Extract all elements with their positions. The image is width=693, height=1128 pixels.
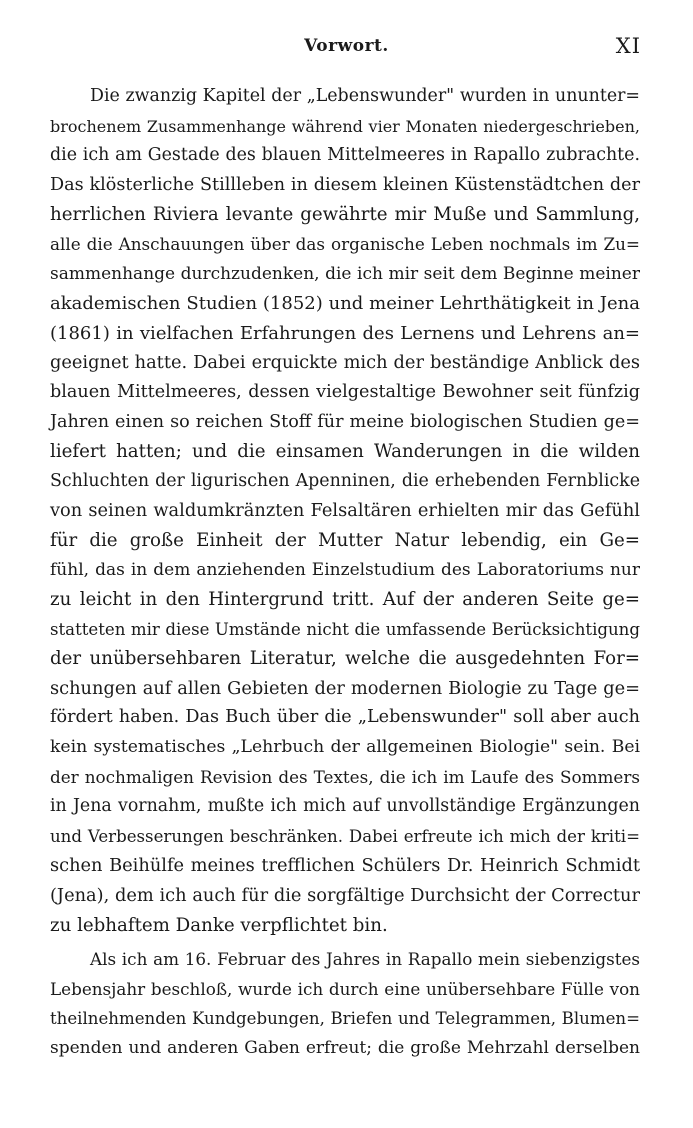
text-line: der unübersehbaren Literatur, welche die ausgedehnten For= — [50, 648, 640, 670]
running-head-title: Vorwort. — [304, 36, 389, 56]
text-line: Lebensjahr beschloß, wurde ich durch eine unübersehbare Fülle von — [50, 978, 640, 999]
text-line: theilnehmenden Kundgebungen, Briefen und Telegrammen, Blumen= — [50, 1009, 640, 1029]
text-line: fühl, das in dem anziehenden Einzelstudium des Laboratoriums nur — [50, 559, 640, 580]
text-line: der nochmaligen Revision des Textes, die ich im Laufe des Sommers — [50, 766, 640, 787]
page-number: XI — [615, 34, 641, 58]
text-line: und Verbesserungen beschränken. Dabei erfreute ich mich der kriti= — [50, 826, 640, 846]
text-line: statteten mir diese Umstände nicht die umfassende Berücksichtigung — [50, 619, 640, 639]
text-line: (1861) in vielfachen Erfahrungen des Lernens und Lehrens an= — [50, 322, 640, 344]
text-line: schungen auf allen Gebieten der modernen Biologie zu Tage ge= — [50, 677, 640, 699]
text-line: in Jena vornahm, mußte ich mich auf unvollständige Ergänzungen — [50, 796, 640, 817]
text-line: spenden und anderen Gaben erfreut; die große Mehrzahl derselben — [50, 1038, 640, 1058]
paragraph — [50, 82, 640, 940]
text-line: blauen Mittelmeeres, dessen vielgestaltige Bewohner seit fünfzig — [50, 381, 640, 402]
text-line: herrlichen Riviera levante gewährte mir Muße und Sammlung, — [50, 204, 640, 226]
text-line: alle die Anschauungen über das organische Leben nochmals im Zu= — [50, 233, 640, 254]
text-line: die ich am Gestade des blauen Mittelmeeres in Rapallo zubrachte. — [50, 145, 640, 166]
text-line: zu lebhaftem Danke verpflichtet bin. — [50, 914, 388, 936]
text-line: brochenem Zusammenhange während vier Monaten niedergeschrieben, — [50, 116, 640, 136]
text-line: Als ich am 16. Februar des Jahres in Rapallo mein siebenzigstes — [90, 949, 640, 970]
body-text — [50, 82, 640, 1064]
text-line: schen Beihülfe meines trefflichen Schülers Dr. Heinrich Schmidt — [50, 855, 640, 877]
text-line: (Jena), dem ich auch für die sorgfältige Durchsicht der Correctur — [50, 885, 640, 907]
text-line: Das klösterliche Stillleben in diesem kleinen Küstenstädtchen der — [50, 174, 640, 195]
text-line: Die zwanzig Kapitel der „Lebenswunder" wurden in ununter= — [90, 86, 640, 106]
text-line: von seinen waldumkränzten Felsaltären erhielten mir das Gefühl — [50, 500, 640, 522]
text-line: Schluchten der ligurischen Apenninen, die erhebenden Fernblicke — [50, 470, 640, 491]
text-line: akademischen Studien (1852) und meiner Lehrthätigkeit in Jena — [50, 293, 640, 315]
text-line: sammenhange durchzudenken, die ich mir seit dem Beginne meiner — [50, 263, 640, 284]
paragraph — [50, 945, 640, 1063]
running-head — [52, 36, 641, 66]
text-line: für die große Einheit der Mutter Natur lebendig, ein Ge= — [50, 529, 640, 551]
text-line: geeignet hatte. Dabei erquickte mich der beständige Anblick des — [50, 352, 640, 374]
text-line: Jahren einen so reichen Stoff für meine biologischen Studien ge= — [50, 411, 640, 432]
text-line: kein systematisches „Lehrbuch der allgemeinen Biologie" sein. Bei — [50, 737, 640, 758]
text-line: fördert haben. Das Buch über die „Lebenswunder" soll aber auch — [50, 707, 640, 728]
text-line: liefert hatten; und die einsamen Wanderungen in die wilden — [50, 441, 640, 463]
text-line: zu leicht in den Hintergrund tritt. Auf der anderen Seite ge= — [50, 589, 640, 611]
